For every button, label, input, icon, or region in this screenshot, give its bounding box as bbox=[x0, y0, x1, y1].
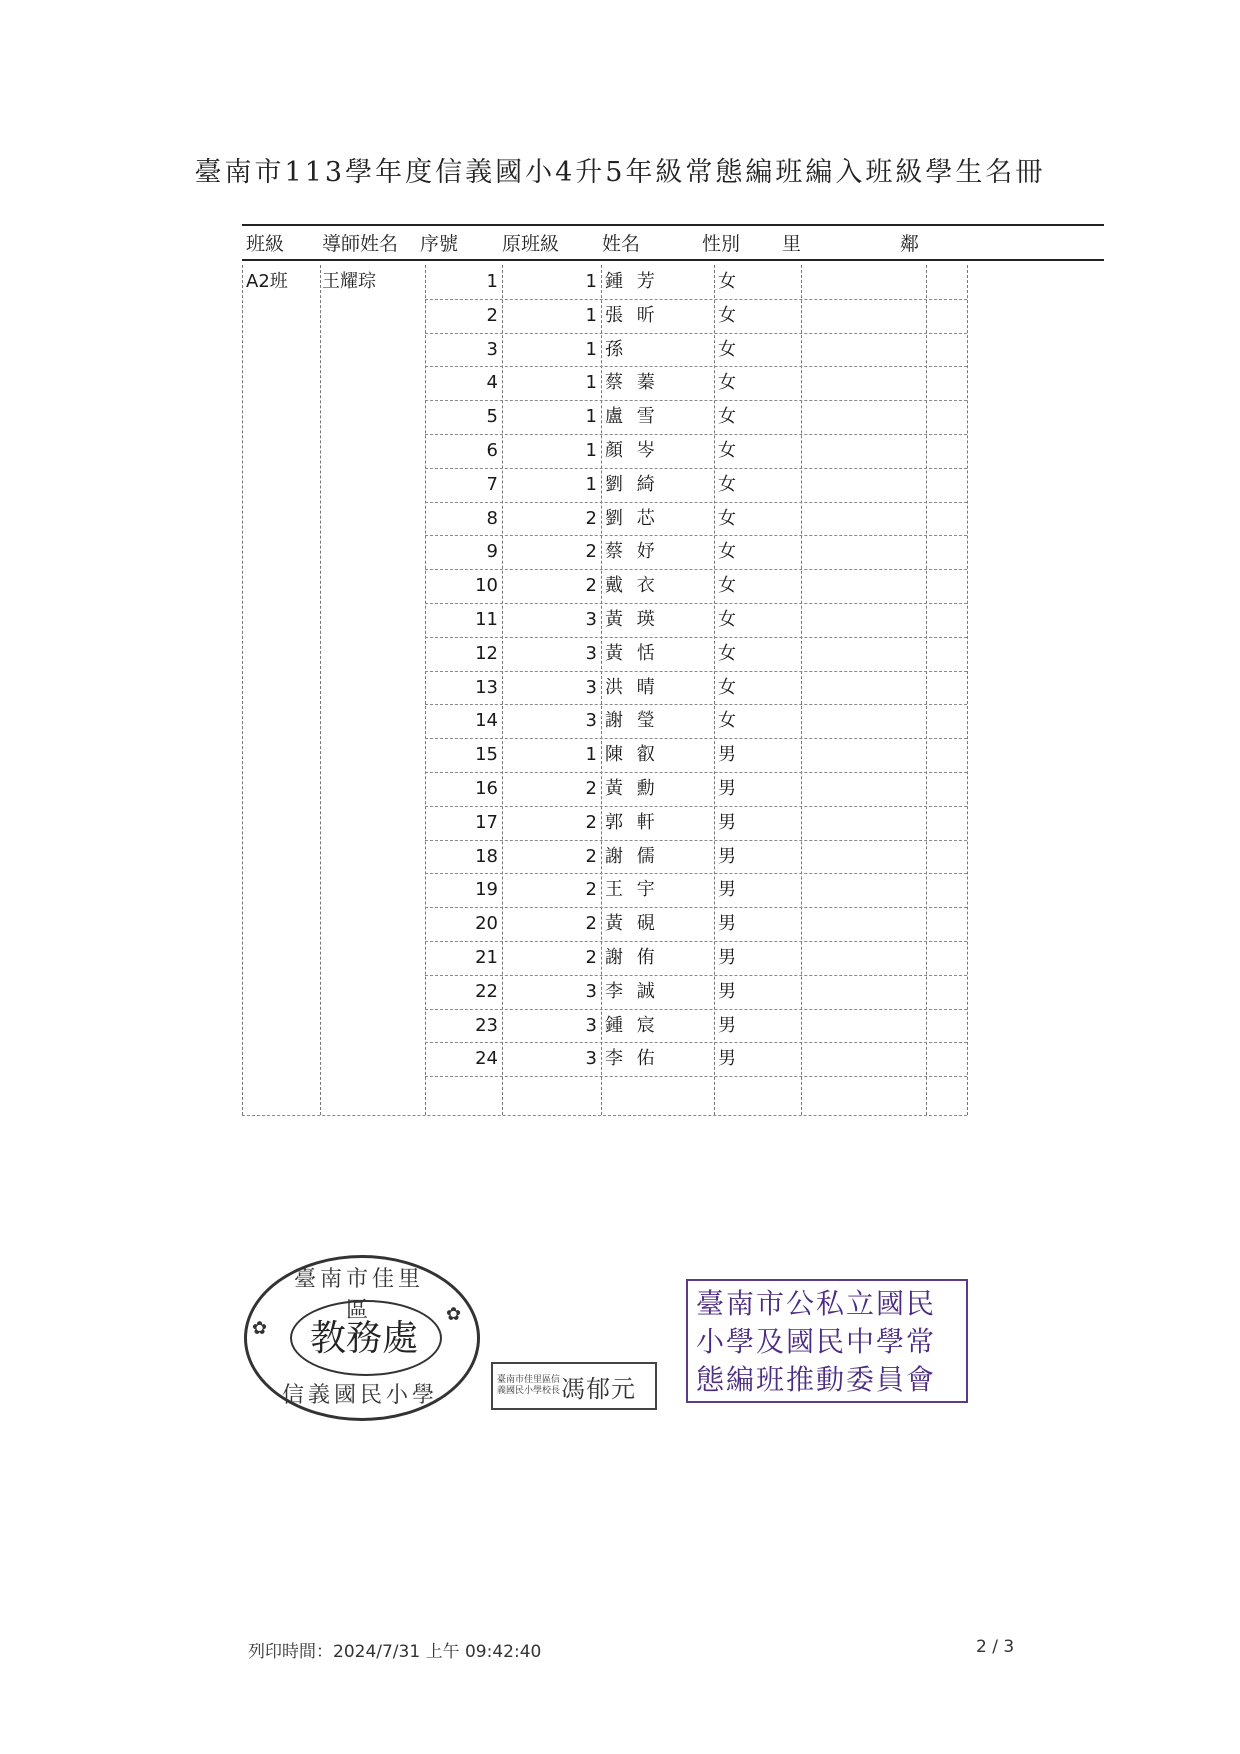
orig-class-cell: 2 bbox=[585, 811, 597, 833]
sex-cell: 女 bbox=[718, 372, 736, 394]
sex-cell: 女 bbox=[718, 609, 736, 630]
table-col-line bbox=[242, 265, 243, 1115]
orig-class-cell: 2 bbox=[585, 913, 597, 935]
header-name: 姓名 bbox=[602, 233, 641, 255]
seq-cell: 1 bbox=[486, 271, 498, 292]
orig-class-cell: 2 bbox=[585, 947, 597, 968]
seq-cell: 17 bbox=[475, 811, 498, 833]
student-name-cell: 顏 岑 bbox=[605, 440, 659, 461]
student-name-cell: 黃 勳 bbox=[605, 778, 659, 799]
student-name-cell: 戴 衣 bbox=[605, 575, 659, 597]
header-neighborhood: 鄰 bbox=[900, 233, 920, 255]
student-name-cell: 盧 雪 bbox=[605, 406, 659, 428]
sex-cell: 男 bbox=[718, 980, 736, 1002]
sex-cell: 男 bbox=[718, 811, 736, 833]
seq-cell: 6 bbox=[486, 440, 498, 461]
sex-cell: 男 bbox=[718, 1048, 736, 1070]
table-col-line bbox=[926, 265, 927, 1115]
table-bottom-line bbox=[242, 1115, 967, 1116]
seq-cell: 23 bbox=[475, 1014, 498, 1036]
header-class: 班級 bbox=[246, 233, 285, 255]
principal-seal bbox=[491, 1362, 657, 1410]
seq-cell: 12 bbox=[475, 642, 498, 664]
teacher-cell: 王耀琮 bbox=[322, 271, 376, 292]
student-name-cell: 黃 瑛 bbox=[605, 609, 659, 630]
sex-cell: 女 bbox=[718, 304, 736, 326]
seal-center-text: 教務處 bbox=[309, 1318, 418, 1359]
orig-class-cell: 1 bbox=[585, 744, 597, 766]
seal-bottom-text: 信義國民小學 bbox=[281, 1383, 438, 1408]
student-name-cell: 孫 bbox=[605, 338, 627, 360]
orig-class-cell: 3 bbox=[585, 609, 597, 630]
student-name-cell: 鍾 宸 bbox=[605, 1014, 659, 1036]
orig-class-cell: 1 bbox=[585, 372, 597, 394]
seq-cell: 14 bbox=[475, 710, 498, 732]
student-name-cell: 黃 硯 bbox=[605, 913, 659, 935]
seq-cell: 4 bbox=[486, 372, 498, 394]
student-name-cell: 劉 綺 bbox=[605, 473, 659, 495]
seq-cell: 7 bbox=[486, 473, 498, 495]
student-name-cell: 李 佑 bbox=[605, 1048, 659, 1070]
seq-cell: 21 bbox=[475, 947, 498, 968]
orig-class-cell: 2 bbox=[585, 879, 597, 901]
orig-class-cell: 1 bbox=[585, 338, 597, 360]
student-name-cell: 張 昕 bbox=[605, 304, 659, 326]
committee-seal-line: 態編班推動委員會 bbox=[696, 1363, 937, 1396]
orig-class-cell: 3 bbox=[585, 1048, 597, 1070]
seq-cell: 19 bbox=[475, 879, 498, 901]
sex-cell: 男 bbox=[718, 744, 736, 766]
sex-cell: 男 bbox=[718, 913, 736, 935]
sex-cell: 女 bbox=[718, 473, 736, 495]
header-sex: 性別 bbox=[702, 233, 741, 255]
seq-cell: 11 bbox=[475, 609, 498, 630]
seq-cell: 15 bbox=[475, 744, 498, 766]
sex-cell: 男 bbox=[718, 947, 736, 968]
sex-cell: 女 bbox=[718, 271, 736, 292]
student-name-cell: 陳 叡 bbox=[605, 744, 659, 766]
plum-blossom-icon: ✿ bbox=[446, 1304, 462, 1325]
seq-cell: 10 bbox=[475, 575, 498, 597]
table-col-line bbox=[320, 265, 321, 1115]
orig-class-cell: 2 bbox=[585, 507, 597, 529]
seq-cell: 22 bbox=[475, 980, 498, 1002]
orig-class-cell: 1 bbox=[585, 473, 597, 495]
sex-cell: 女 bbox=[718, 507, 736, 529]
seq-cell: 2 bbox=[486, 304, 498, 326]
class-cell: A2班 bbox=[246, 271, 288, 292]
sex-cell: 女 bbox=[718, 710, 736, 732]
student-name-cell: 蔡 妤 bbox=[605, 541, 659, 563]
sex-cell: 男 bbox=[718, 879, 736, 901]
principal-seal-name: 馮郁元 bbox=[561, 1374, 636, 1403]
student-name-cell: 黃 恬 bbox=[605, 642, 659, 664]
orig-class-cell: 2 bbox=[585, 778, 597, 799]
plum-blossom-icon: ✿ bbox=[252, 1318, 268, 1339]
orig-class-cell: 3 bbox=[585, 980, 597, 1002]
sex-cell: 女 bbox=[718, 575, 736, 597]
print-time: 列印時間：2024/7/31 上午 09:42:40 bbox=[248, 1642, 542, 1662]
student-name-cell: 劉 芯 bbox=[605, 507, 659, 529]
committee-seal-line: 小學及國民中學常 bbox=[696, 1325, 937, 1358]
orig-class-cell: 3 bbox=[585, 1014, 597, 1036]
header-orig-class: 原班級 bbox=[502, 233, 560, 255]
seq-cell: 9 bbox=[486, 541, 498, 563]
sex-cell: 男 bbox=[718, 778, 736, 799]
table-col-line bbox=[967, 265, 968, 1115]
seq-cell: 13 bbox=[475, 676, 498, 698]
orig-class-cell: 2 bbox=[585, 541, 597, 563]
orig-class-cell: 3 bbox=[585, 676, 597, 698]
student-name-cell: 洪 晴 bbox=[605, 676, 659, 698]
student-name-cell: 謝 侑 bbox=[605, 947, 659, 968]
committee-seal-line: 臺南市公私立國民 bbox=[696, 1287, 937, 1320]
orig-class-cell: 1 bbox=[585, 271, 597, 292]
orig-class-cell: 1 bbox=[585, 440, 597, 461]
student-name-cell: 王 宇 bbox=[605, 879, 659, 901]
orig-class-cell: 1 bbox=[585, 406, 597, 428]
orig-class-cell: 3 bbox=[585, 710, 597, 732]
student-name-cell: 蔡 蓁 bbox=[605, 372, 659, 394]
seq-cell: 8 bbox=[486, 507, 498, 529]
orig-class-cell: 3 bbox=[585, 642, 597, 664]
sex-cell: 女 bbox=[718, 440, 736, 461]
student-name-cell: 鍾 芳 bbox=[605, 271, 659, 292]
header-rule-top bbox=[242, 224, 1104, 226]
sex-cell: 男 bbox=[718, 1014, 736, 1036]
seq-cell: 24 bbox=[475, 1048, 498, 1070]
header-village: 里 bbox=[782, 233, 802, 255]
principal-seal-caption: 臺南市佳里區信義國民小學校長 bbox=[497, 1375, 561, 1396]
table-col-line bbox=[714, 265, 715, 1115]
student-name-cell: 郭 軒 bbox=[605, 811, 659, 833]
sex-cell: 女 bbox=[718, 406, 736, 428]
seq-cell: 20 bbox=[475, 913, 498, 935]
sex-cell: 男 bbox=[718, 845, 736, 867]
seq-cell: 18 bbox=[475, 845, 498, 867]
sex-cell: 女 bbox=[718, 541, 736, 563]
sex-cell: 女 bbox=[718, 642, 736, 664]
student-name-cell: 謝 儒 bbox=[605, 845, 659, 867]
orig-class-cell: 2 bbox=[585, 575, 597, 597]
student-name-cell: 李 誠 bbox=[605, 980, 659, 1002]
seq-cell: 5 bbox=[486, 406, 498, 428]
seq-cell: 3 bbox=[486, 338, 498, 360]
seal-top-text: 臺南市佳里區 bbox=[293, 1267, 424, 1323]
header-seq: 序號 bbox=[420, 233, 459, 255]
page-number: 2 / 3 bbox=[976, 1637, 1015, 1657]
student-name-cell: 謝 瑩 bbox=[605, 710, 659, 732]
document-title: 臺南市113學年度信義國小4升5年級常態編班編入班級學生名冊 bbox=[194, 157, 1046, 188]
committee-seal bbox=[686, 1279, 968, 1403]
header-teacher: 導師姓名 bbox=[322, 233, 399, 255]
sex-cell: 女 bbox=[718, 676, 736, 698]
header-rule-bottom bbox=[242, 259, 1104, 261]
seq-cell: 16 bbox=[475, 778, 498, 799]
table-col-line bbox=[801, 265, 802, 1115]
orig-class-cell: 1 bbox=[585, 304, 597, 326]
table-col-line bbox=[601, 265, 602, 1115]
orig-class-cell: 2 bbox=[585, 845, 597, 867]
sex-cell: 女 bbox=[718, 338, 736, 360]
